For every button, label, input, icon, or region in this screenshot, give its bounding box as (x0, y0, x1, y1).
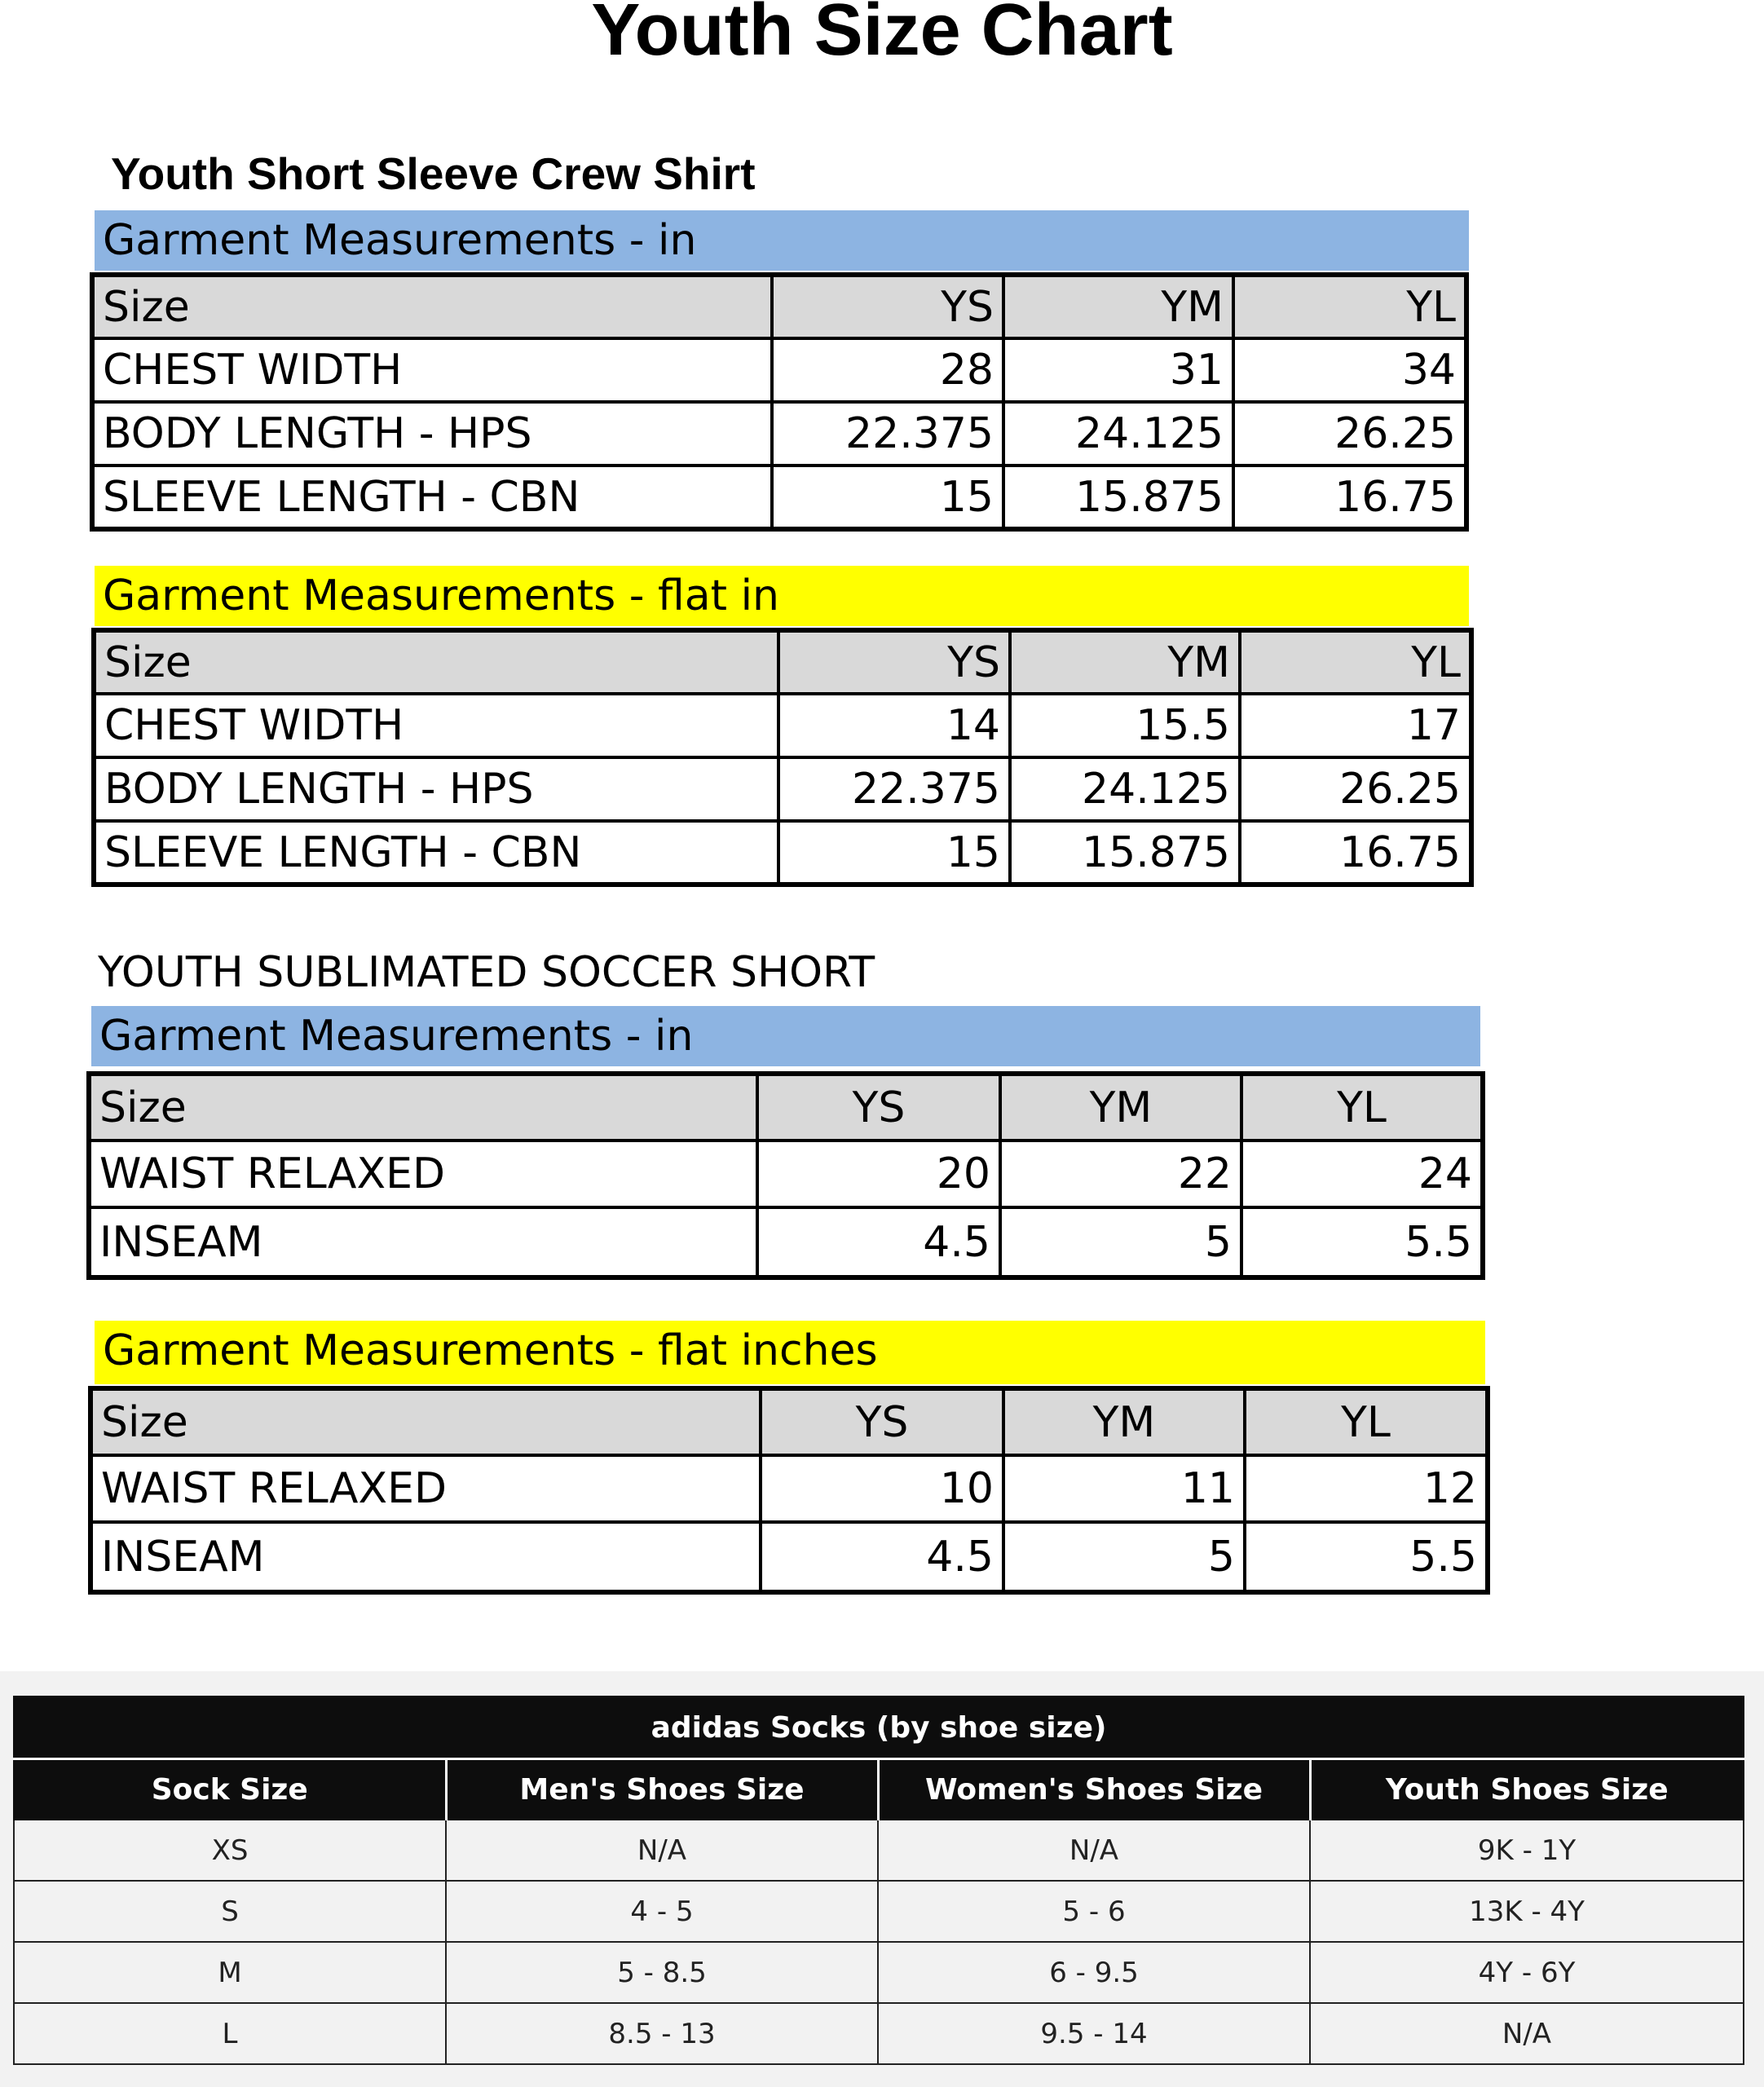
value-cell: 15.5 (1010, 694, 1240, 757)
table-row (92, 338, 1466, 402)
value-cell: 10 (761, 1455, 1003, 1522)
table-row (14, 1820, 1744, 1881)
value-cell: 28 (772, 338, 1003, 402)
measure-label: WAIST RELAXED (90, 1455, 761, 1522)
value-cell: 4 - 5 (446, 1881, 878, 1942)
table-header-row (90, 1388, 1488, 1455)
table-row (92, 402, 1466, 465)
header-cell: YS (757, 1074, 1000, 1141)
measure-label: SLEEVE LENGTH - CBN (94, 821, 778, 885)
value-cell: 5 - 6 (878, 1881, 1310, 1942)
measure-label: INSEAM (90, 1522, 761, 1592)
value-cell: 22 (1000, 1141, 1241, 1207)
short-section-title: YOUTH SUBLIMATED SOCCER SHORT (98, 948, 875, 997)
table-row (90, 1455, 1488, 1522)
table-row (90, 1522, 1488, 1592)
header-cell: YS (772, 275, 1003, 338)
value-cell: 8.5 - 13 (446, 2003, 878, 2064)
value-cell: 13K - 4Y (1310, 1881, 1744, 1942)
value-cell: 11 (1003, 1455, 1245, 1522)
header-cell: YM (1003, 1388, 1245, 1455)
value-cell: 4Y - 6Y (1310, 1942, 1744, 2003)
table-header-row (14, 1759, 1744, 1820)
value-cell: N/A (878, 1820, 1310, 1881)
header-cell: YS (761, 1388, 1003, 1455)
table-row (89, 1141, 1483, 1207)
table-row (14, 2003, 1744, 2064)
value-cell: 9.5 - 14 (878, 2003, 1310, 2064)
shirt-section-title: Youth Short Sleeve Crew Shirt (111, 148, 756, 199)
value-cell: 15.875 (1010, 821, 1240, 885)
value-cell: 26.25 (1233, 402, 1466, 465)
table-row (89, 1207, 1483, 1277)
sock-size-cell: XS (14, 1820, 446, 1881)
value-cell: 5 - 8.5 (446, 1942, 878, 2003)
value-cell: 17 (1240, 694, 1471, 757)
measure-label: CHEST WIDTH (92, 338, 772, 402)
value-cell: 20 (757, 1141, 1000, 1207)
header-cell: Women's Shoes Size (878, 1759, 1310, 1820)
value-cell: 4.5 (757, 1207, 1000, 1277)
header-cell: Men's Shoes Size (446, 1759, 878, 1820)
value-cell: N/A (1310, 2003, 1744, 2064)
value-cell: N/A (446, 1820, 878, 1881)
header-cell: YL (1240, 630, 1471, 694)
table-row (94, 821, 1471, 885)
value-cell: 9K - 1Y (1310, 1820, 1744, 1881)
header-cell: Size (94, 630, 778, 694)
value-cell: 16.75 (1233, 465, 1466, 529)
shirt-inches-band: Garment Measurements - in (95, 210, 1469, 271)
value-cell: 12 (1245, 1455, 1488, 1522)
value-cell: 15 (778, 821, 1010, 885)
header-cell: YS (778, 630, 1010, 694)
value-cell: 5 (1003, 1522, 1245, 1592)
header-cell: YL (1241, 1074, 1483, 1141)
header-cell: Size (89, 1074, 757, 1141)
measure-label: SLEEVE LENGTH - CBN (92, 465, 772, 529)
table-row (94, 694, 1471, 757)
sock-size-cell: M (14, 1942, 446, 2003)
short-inches-band: Garment Measurements - in (91, 1006, 1480, 1066)
shirt-flat-table (91, 628, 1474, 887)
measure-label: WAIST RELAXED (89, 1141, 757, 1207)
value-cell: 5 (1000, 1207, 1241, 1277)
measure-label: CHEST WIDTH (94, 694, 778, 757)
sock-size-cell: S (14, 1881, 446, 1942)
socks-caption-row (14, 1697, 1744, 1759)
header-cell: YM (1000, 1074, 1241, 1141)
sock-size-cell: L (14, 2003, 446, 2064)
table-row (94, 757, 1471, 821)
socks-caption: adidas Socks (by shoe size) (14, 1697, 1744, 1759)
value-cell: 14 (778, 694, 1010, 757)
table-header-row (89, 1074, 1483, 1141)
short-flat-band: Garment Measurements - flat inches (95, 1321, 1485, 1384)
table-header-row (92, 275, 1466, 338)
table-header-row (94, 630, 1471, 694)
measure-label: BODY LENGTH - HPS (94, 757, 778, 821)
value-cell: 15 (772, 465, 1003, 529)
header-cell: YM (1010, 630, 1240, 694)
table-row (92, 465, 1466, 529)
header-cell: Size (92, 275, 772, 338)
value-cell: 31 (1003, 338, 1233, 402)
value-cell: 16.75 (1240, 821, 1471, 885)
table-row (14, 1942, 1744, 2003)
value-cell: 26.25 (1240, 757, 1471, 821)
value-cell: 22.375 (772, 402, 1003, 465)
measure-label: BODY LENGTH - HPS (92, 402, 772, 465)
value-cell: 5.5 (1245, 1522, 1488, 1592)
measure-label: INSEAM (89, 1207, 757, 1277)
page-title: Youth Size Chart (591, 0, 1173, 71)
value-cell: 15.875 (1003, 465, 1233, 529)
socks-table (13, 1696, 1744, 2065)
shirt-inches-table (90, 272, 1469, 532)
shirt-flat-band: Garment Measurements - flat in (95, 566, 1469, 626)
value-cell: 24.125 (1003, 402, 1233, 465)
value-cell: 22.375 (778, 757, 1010, 821)
value-cell: 34 (1233, 338, 1466, 402)
header-cell: YL (1233, 275, 1466, 338)
header-cell: Size (90, 1388, 761, 1455)
value-cell: 24 (1241, 1141, 1483, 1207)
short-inches-table (86, 1071, 1485, 1280)
short-flat-table (88, 1386, 1490, 1595)
value-cell: 24.125 (1010, 757, 1240, 821)
header-cell: YM (1003, 275, 1233, 338)
value-cell: 4.5 (761, 1522, 1003, 1592)
header-cell: Sock Size (14, 1759, 446, 1820)
value-cell: 5.5 (1241, 1207, 1483, 1277)
table-row (14, 1881, 1744, 1942)
header-cell: YL (1245, 1388, 1488, 1455)
value-cell: 6 - 9.5 (878, 1942, 1310, 2003)
header-cell: Youth Shoes Size (1310, 1759, 1744, 1820)
